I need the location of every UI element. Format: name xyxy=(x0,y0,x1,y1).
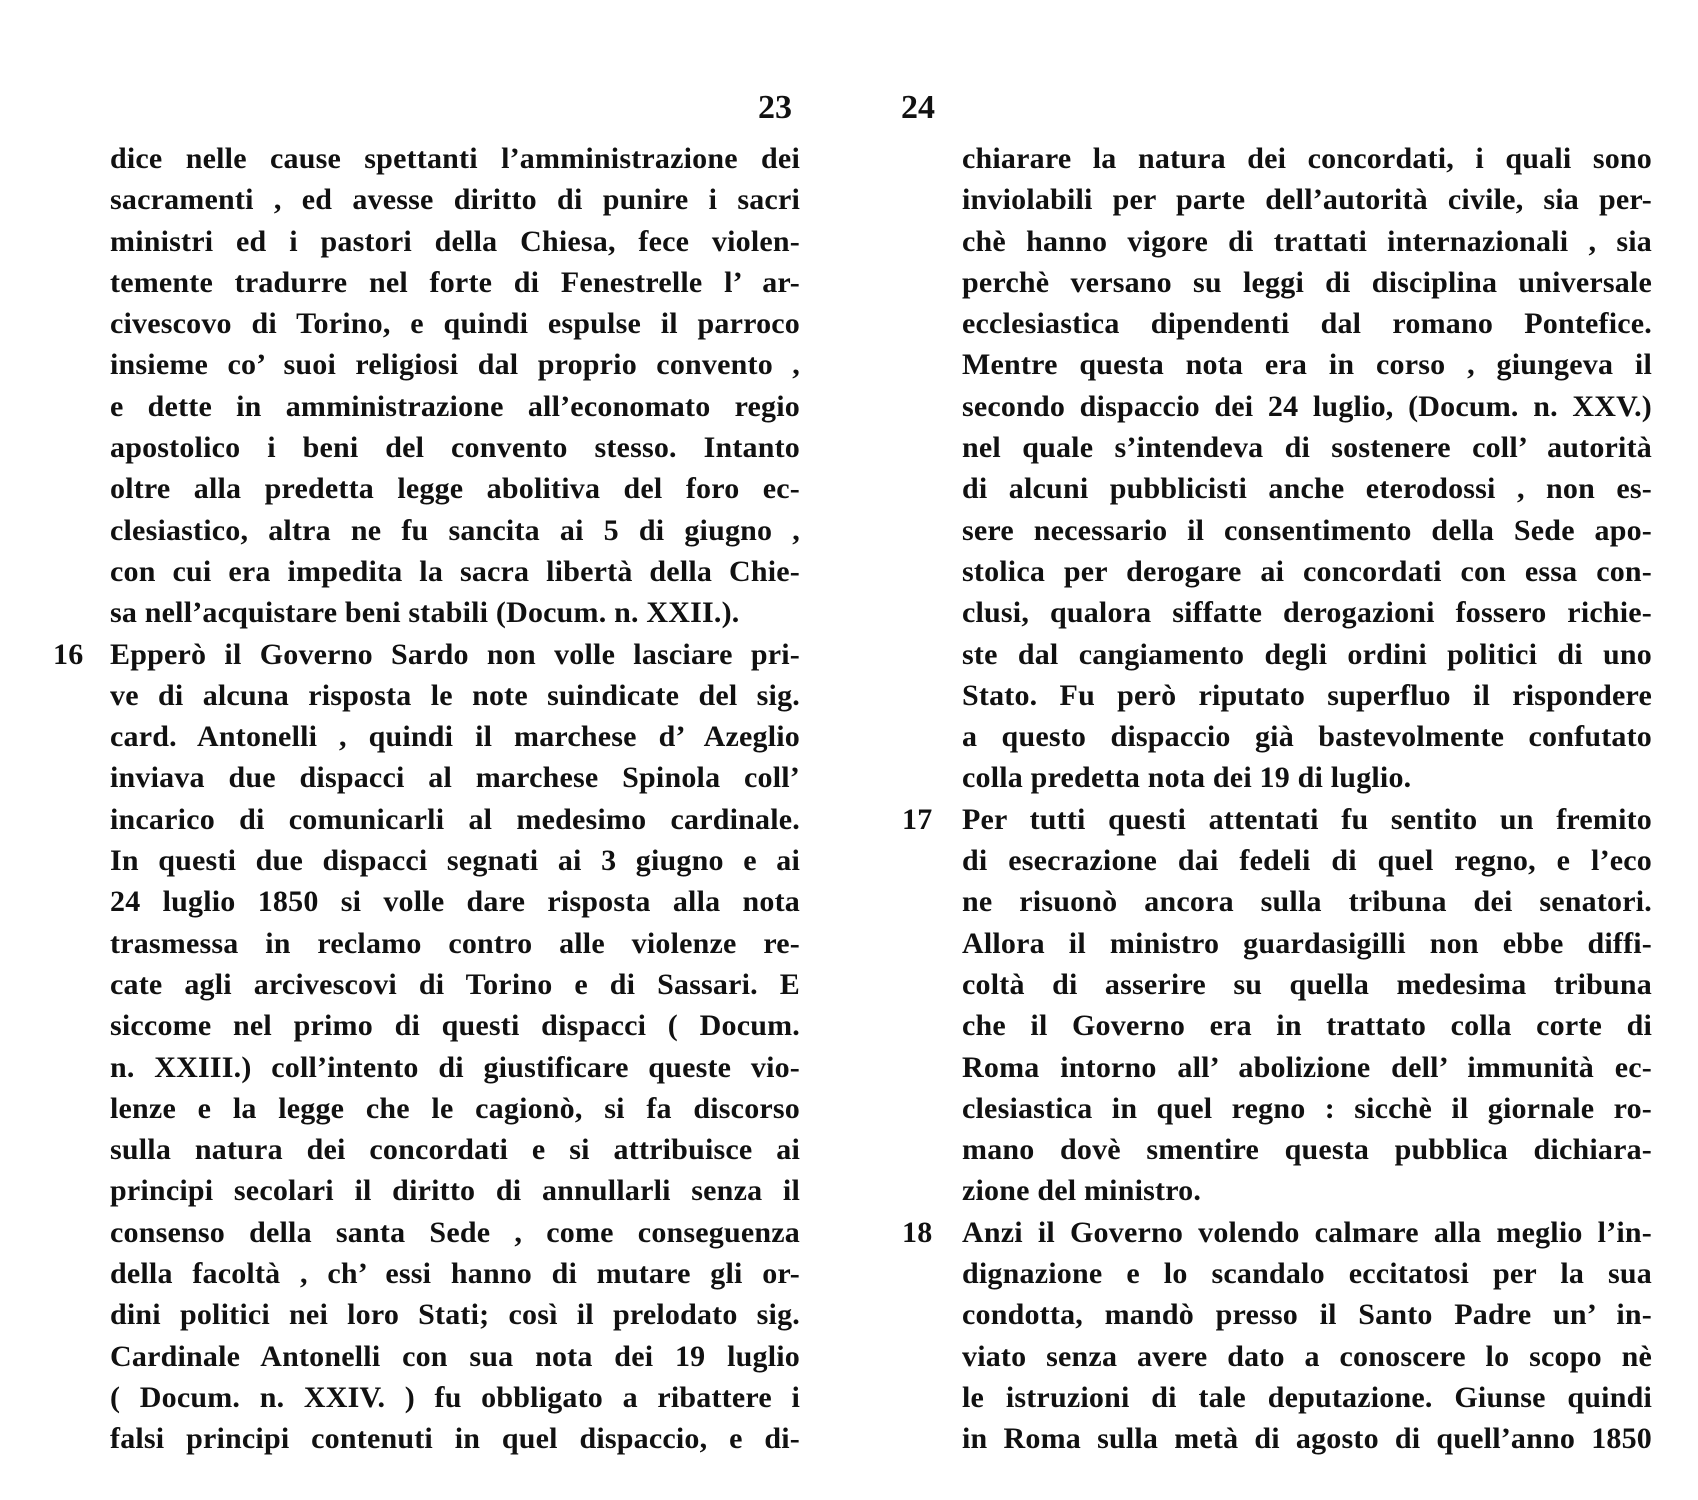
line-text: sulla natura dei concordati e si attribuisce ai xyxy=(110,1133,800,1167)
text-line xyxy=(110,551,800,592)
line-text: colla predetta nota dei 19 di luglio. xyxy=(962,761,1412,795)
text-line xyxy=(110,1212,800,1253)
line-text: le istruzioni di tale deputazione. Giunse quindi xyxy=(962,1380,1652,1414)
line-text: siccome nel primo di questi dispacci ( Docum. xyxy=(110,1009,800,1043)
line-text: ministri ed i pastori della Chiesa, fece violen- xyxy=(110,224,800,258)
text-line xyxy=(962,1294,1652,1335)
paragraph-number: 18 xyxy=(902,1215,933,1249)
text-line xyxy=(110,1005,800,1046)
text-line xyxy=(110,427,800,468)
line-text: ste dal cangiamento degli ordini politici di uno xyxy=(962,637,1652,671)
line-text: falsi principi contenuti in quel dispaccio, e di- xyxy=(110,1422,800,1456)
right-page xyxy=(849,0,1698,1500)
text-line xyxy=(110,757,800,798)
text-line xyxy=(110,716,800,757)
line-text: condotta, mandò presso il Santo Padre un’ in- xyxy=(962,1298,1652,1332)
text-line xyxy=(962,592,1652,633)
page-number: 24 xyxy=(901,89,935,126)
line-text: lenze e la legge che le cagionò, si fa discorso xyxy=(110,1091,800,1125)
text-line xyxy=(962,1418,1652,1459)
line-text: perchè versano su leggi di disciplina universale xyxy=(962,265,1652,299)
text-line xyxy=(110,1294,800,1335)
paragraph-number: 17 xyxy=(902,802,933,836)
line-text: di esecrazione dai fedeli di quel regno, e l’eco xyxy=(962,844,1652,878)
text-line xyxy=(962,262,1652,303)
line-text: Anzi il Governo volendo calmare alla meglio l’in- xyxy=(962,1215,1652,1249)
text-line xyxy=(962,1253,1652,1294)
line-text: Mentre questa nota era in corso , giungeva il xyxy=(962,348,1652,382)
line-text: dini politici nei loro Stati; così il prelodato sig. xyxy=(110,1298,800,1332)
line-text: viato senza avere dato a conoscere lo scopo nè xyxy=(962,1339,1652,1373)
text-line xyxy=(962,1336,1652,1377)
line-text: e dette in amministrazione all’economato regio xyxy=(110,389,800,423)
text-line xyxy=(962,138,1652,179)
text-line xyxy=(962,510,1652,551)
line-text: clesiastica in quel regno : sicchè il giornale ro- xyxy=(962,1091,1652,1125)
text-line xyxy=(962,386,1652,427)
text-line xyxy=(962,179,1652,220)
text-line xyxy=(962,1088,1652,1129)
line-text: ecclesiastica dipendenti dal romano Pontefice. xyxy=(962,307,1652,341)
text-line xyxy=(962,1170,1652,1211)
line-text: di alcuni pubblicisti anche eterodossi , non es- xyxy=(962,472,1652,506)
text-line xyxy=(110,881,800,922)
line-text: Cardinale Antonelli con sua nota dei 19 luglio xyxy=(110,1339,800,1373)
text-line xyxy=(962,881,1652,922)
text-line xyxy=(962,675,1652,716)
text-line xyxy=(110,386,800,427)
line-text: dignazione e lo scandalo eccitatosi per la sua xyxy=(962,1257,1652,1291)
text-line xyxy=(962,716,1652,757)
text-line xyxy=(902,1212,1652,1253)
line-text: Allora il ministro guardasigilli non ebbe diffi- xyxy=(962,926,1652,960)
text-line xyxy=(110,1047,800,1088)
text-line xyxy=(110,303,800,344)
line-text: Stato. Fu però riputato superfluo il rispondere xyxy=(962,678,1652,712)
line-text: ne risuonò ancora sulla tribuna dei senatori. xyxy=(962,885,1652,919)
line-text: con cui era impedita la sacra libertà della Chie- xyxy=(110,554,800,588)
line-text: principi secolari il diritto di annullarli senza il xyxy=(110,1174,800,1208)
text-line xyxy=(110,1336,800,1377)
line-text: oltre alla predetta legge abolitiva del foro ec- xyxy=(110,472,800,506)
text-line xyxy=(110,1253,800,1294)
line-text: cate agli arcivescovi di Torino e di Sassari. E xyxy=(110,967,800,1001)
line-text: che il Governo era in trattato colla corte di xyxy=(962,1009,1652,1043)
line-text: sacramenti , ed avesse diritto di punire i sacri xyxy=(110,183,800,217)
text-line xyxy=(902,799,1652,840)
line-text: temente tradurre nel forte di Fenestrelle l’ ar- xyxy=(110,265,800,299)
text-line xyxy=(962,840,1652,881)
text-line xyxy=(962,757,1652,798)
text-line xyxy=(110,1170,800,1211)
page-number: 23 xyxy=(758,89,792,126)
text-line xyxy=(110,138,800,179)
line-text: insieme co’ suoi religiosi dal proprio convento , xyxy=(110,348,800,382)
line-text: mano dovè smentire questa pubblica dichiara- xyxy=(962,1133,1652,1167)
text-line xyxy=(110,1418,800,1459)
text-line xyxy=(110,675,800,716)
line-text: card. Antonelli , quindi il marchese d’ Azeglio xyxy=(110,720,800,754)
text-line xyxy=(962,1047,1652,1088)
line-text: a questo dispaccio già bastevolmente confutato xyxy=(962,720,1652,754)
text-line xyxy=(962,303,1652,344)
page-text xyxy=(902,138,1652,1460)
paragraph-number: 16 xyxy=(53,637,84,671)
text-line xyxy=(110,221,800,262)
text-line xyxy=(962,1129,1652,1170)
text-line xyxy=(110,179,800,220)
page-text xyxy=(53,138,800,1460)
line-text: secondo dispaccio dei 24 luglio, (Docum. n. XXV.) xyxy=(962,389,1652,423)
line-text: dice nelle cause spettanti l’amministrazione dei xyxy=(110,142,800,175)
line-text: trasmessa in reclamo contro alle violenze re- xyxy=(110,926,800,960)
text-line xyxy=(110,1088,800,1129)
line-text: ( Docum. n. XXIV. ) fu obbligato a ribattere i xyxy=(110,1380,800,1414)
text-line xyxy=(110,964,800,1005)
text-line xyxy=(962,964,1652,1005)
line-text: Epperò il Governo Sardo non volle lasciare pri- xyxy=(110,637,800,671)
line-text: Per tutti questi attentati fu sentito un fremito xyxy=(962,802,1652,836)
line-text: n. XXIII.) coll’intento di giustificare queste vio- xyxy=(110,1050,800,1084)
line-text: In questi due dispacci segnati ai 3 giugno e ai xyxy=(110,844,800,878)
text-line xyxy=(110,344,800,385)
line-text: ve di alcuna risposta le note suindicate del sig. xyxy=(110,678,800,712)
line-text: chiarare la natura dei concordati, i quali sono xyxy=(962,142,1652,175)
line-text: clusi, qualora siffatte derogazioni fossero richie- xyxy=(962,596,1652,630)
line-text: nel quale s’intendeva di sostenere coll’ autorità xyxy=(962,431,1652,465)
text-line xyxy=(53,634,800,675)
line-text: consenso della santa Sede , come conseguenza xyxy=(110,1215,800,1249)
text-line xyxy=(962,634,1652,675)
text-line xyxy=(962,1005,1652,1046)
line-text: Roma intorno all’ abolizione dell’ immunità ec- xyxy=(962,1050,1652,1084)
line-text: della facoltà , ch’ essi hanno di mutare gli or- xyxy=(110,1257,800,1291)
line-text: coltà di asserire su quella medesima tribuna xyxy=(962,967,1652,1001)
line-text: apostolico i beni del convento stesso. Intanto xyxy=(110,431,800,465)
text-line xyxy=(110,262,800,303)
line-text: civescovo di Torino, e quindi espulse il parroco xyxy=(110,307,800,341)
text-line xyxy=(962,551,1652,592)
text-line xyxy=(110,840,800,881)
line-text: sere necessario il consentimento della Sede apo- xyxy=(962,513,1652,547)
text-line xyxy=(962,344,1652,385)
text-line xyxy=(110,468,800,509)
text-line xyxy=(110,923,800,964)
text-line xyxy=(110,799,800,840)
line-text: zione del ministro. xyxy=(962,1174,1202,1208)
text-line xyxy=(110,1129,800,1170)
line-text: inviolabili per parte dell’autorità civile, sia per- xyxy=(962,183,1652,217)
text-line xyxy=(962,427,1652,468)
line-text: clesiastico, altra ne fu sancita ai 5 di giugno , xyxy=(110,513,800,547)
text-line xyxy=(110,592,800,633)
text-line xyxy=(962,221,1652,262)
line-text: incarico di comunicarli al medesimo cardinale. xyxy=(110,802,800,836)
line-text: chè hanno vigore di trattati internazionali , sia xyxy=(962,224,1652,258)
line-text: 24 luglio 1850 si volle dare risposta alla nota xyxy=(110,885,800,919)
line-text: sa nell’acquistare beni stabili (Docum. n. XXII.). xyxy=(110,596,740,630)
line-text: in Roma sulla metà di agosto di quell’anno 1850 xyxy=(962,1422,1652,1456)
text-line xyxy=(962,923,1652,964)
text-line xyxy=(962,1377,1652,1418)
text-line xyxy=(110,510,800,551)
line-text: inviava due dispacci al marchese Spinola coll’ xyxy=(110,761,800,795)
text-line xyxy=(962,468,1652,509)
text-line xyxy=(110,1377,800,1418)
line-text: stolica per derogare ai concordati con essa con- xyxy=(962,554,1652,588)
